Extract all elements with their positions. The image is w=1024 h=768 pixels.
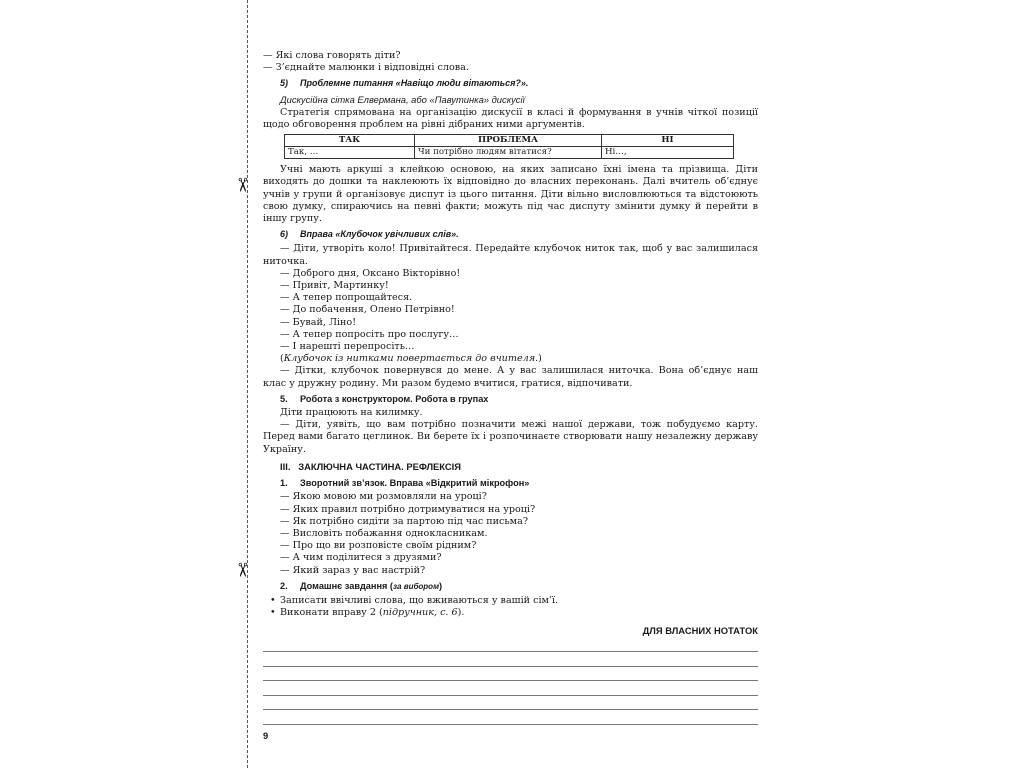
question-line: — Як потрібно сидіти за партою під час письма? <box>280 515 528 527</box>
table-header: НІ <box>602 135 734 147</box>
subheading-homework <box>280 580 758 593</box>
subheading-ball-exercise <box>280 228 758 240</box>
page-number: 9 <box>263 730 269 741</box>
section-heading: III. ЗАКЛЮЧНА ЧАСТИНА. РЕФЛЕКСІЯ <box>280 460 462 472</box>
table-cell: Так, … <box>285 147 415 159</box>
question-line: — Якою мовою ми розмовляли на уроці? <box>280 491 487 503</box>
dialog-line: — І нарешті перепросіть… <box>280 341 415 353</box>
subheading-constructor-task <box>280 393 758 405</box>
scissors-icon: ✂ <box>231 177 253 193</box>
question-line: — Яких правил потрібно дотримуватися на уроці? <box>280 503 536 515</box>
homework-text: Записати ввічливі слова, що вживаються у вашій сім’ї. <box>280 594 559 606</box>
scissors-icon: ✂ <box>231 562 253 578</box>
subheading-feedback <box>280 477 758 489</box>
dialog-line: — Привіт, Мартинку! <box>280 280 389 292</box>
subheading-close: ) <box>439 580 443 591</box>
note-paren: ) <box>538 353 542 365</box>
notes-heading: ДЛЯ ВЛАСНИХ НОТАТОК <box>642 625 758 637</box>
subheading-number: 1. <box>280 478 288 489</box>
dialog-line: — До побачення, Олено Петрівно! <box>280 304 455 316</box>
strategy-paragraph: Стратегія спрямована на організацію дискусії в класі й формування в учнів чіткої позиції щодо обговорення проблем на рівні дібраних ними аргументів. <box>263 106 758 131</box>
note-line <box>263 695 758 696</box>
note-line <box>263 651 758 652</box>
note-paren: ( <box>280 353 284 365</box>
homework-text: Виконати вправу 2 ( <box>280 607 383 619</box>
subheading-number: 2. <box>280 580 288 591</box>
homework-item: • Виконати вправу 2 (підручник, с. 6). <box>270 607 465 619</box>
discussion-table <box>284 134 734 159</box>
subheading-text: Вправа «Клубочок увічливих слів». <box>300 229 459 240</box>
text-line: Діти працюють на килимку. <box>280 407 423 419</box>
cut-line <box>247 0 248 768</box>
table-cell: Чи потрібно людям вітатися? <box>415 147 602 159</box>
text-line: — Які слова говорять діти? <box>263 50 401 61</box>
table-row <box>285 147 734 159</box>
subheading-number: 6) <box>280 229 289 240</box>
homework-item: • Записати ввічливі слова, що вживаються у вашій сім’ї. <box>270 594 559 606</box>
dialog-line: — А тепер попросіть про послугу… <box>280 328 459 340</box>
subheading-choice: за вибором <box>392 581 439 591</box>
stage-note <box>263 353 758 365</box>
subheading-text: Робота з конструктором. Робота в групах <box>300 393 489 404</box>
subheading-text: Зворотний зв’язок. Вправа «Відкритий мікрофон» <box>300 478 530 489</box>
dialog-line: — Бувай, Ліно! <box>280 316 357 328</box>
dialog-paragraph: — Діти, утворіть коло! Привітайтеся. Передайте клубочок ниток так, щоб у вас залишилася ниточка. <box>263 243 758 267</box>
note-line <box>263 724 758 725</box>
note-line <box>263 709 758 710</box>
dialog-line: — А тепер попрощайтеся. <box>280 292 413 304</box>
subheading-problem-question <box>280 77 758 89</box>
question-line: — Про що ви розповісте своїм рідним? <box>280 540 477 552</box>
homework-ref: підручник, с. 6 <box>382 607 458 619</box>
dialog-line: — Доброго дня, Оксано Вікторівно! <box>280 267 461 279</box>
table-header: ПРОБЛЕМА <box>415 135 602 147</box>
question-line: — Висловіть побажання однокласникам. <box>280 527 488 539</box>
grid-title: Дискусійна сітка Елвермана, або «Павутинка» дискусії <box>280 93 525 105</box>
table-header: ТАК <box>285 135 415 147</box>
question-line: — Який зараз у вас настрій? <box>280 564 426 576</box>
question-line: — А чим поділитеся з друзями? <box>280 552 442 564</box>
subheading-text: Домашнє завдання ( <box>300 580 393 591</box>
subheading-text: Проблемне питання «Навіщо люди вітаються?». <box>300 78 529 89</box>
work-paragraph: — Діти, уявіть, що вам потрібно позначити межі нашої держави, тож побудуємо карту. Перед вами багато цеглинок. Ви берете їх і розпочинаєте створювати нашу незалежну державу Україну. <box>263 419 758 455</box>
dialog-paragraph: — Дітки, клубочок повернувся до мене. А у вас залишилася ниточка. Вона об’єднує наш клас у дружну родину. Ми разом будемо вчитися, гратися, відпочивати. <box>263 365 758 389</box>
note-text: Клубочок із нитками повертається до вчителя. <box>283 353 539 365</box>
page-content <box>263 50 758 725</box>
text-line: — З’єднайте малюнки і відповідні слова. <box>263 62 469 74</box>
table-cell: Ні…, <box>602 147 734 159</box>
table-header-row <box>285 135 734 147</box>
homework-text: ). <box>457 607 465 619</box>
note-line <box>263 680 758 681</box>
subheading-number: 5. <box>280 393 288 404</box>
note-line <box>263 666 758 667</box>
students-paragraph: Учні мають аркуші з клейкою основою, на яких записано їхні імена та прізвища. Діти виходять до дошки та наклеюють їх відповідно до власних переконань. Далі вчитель об’єднує учнів у групи й організовує диспут із цього питання. Діти вільно висловлюються та відстоюють свою думку, спираючись на певні факти; можуть під час диспуту змінити думку й перейти в іншу групу. <box>263 164 758 225</box>
subheading-number: 5) <box>280 78 289 89</box>
